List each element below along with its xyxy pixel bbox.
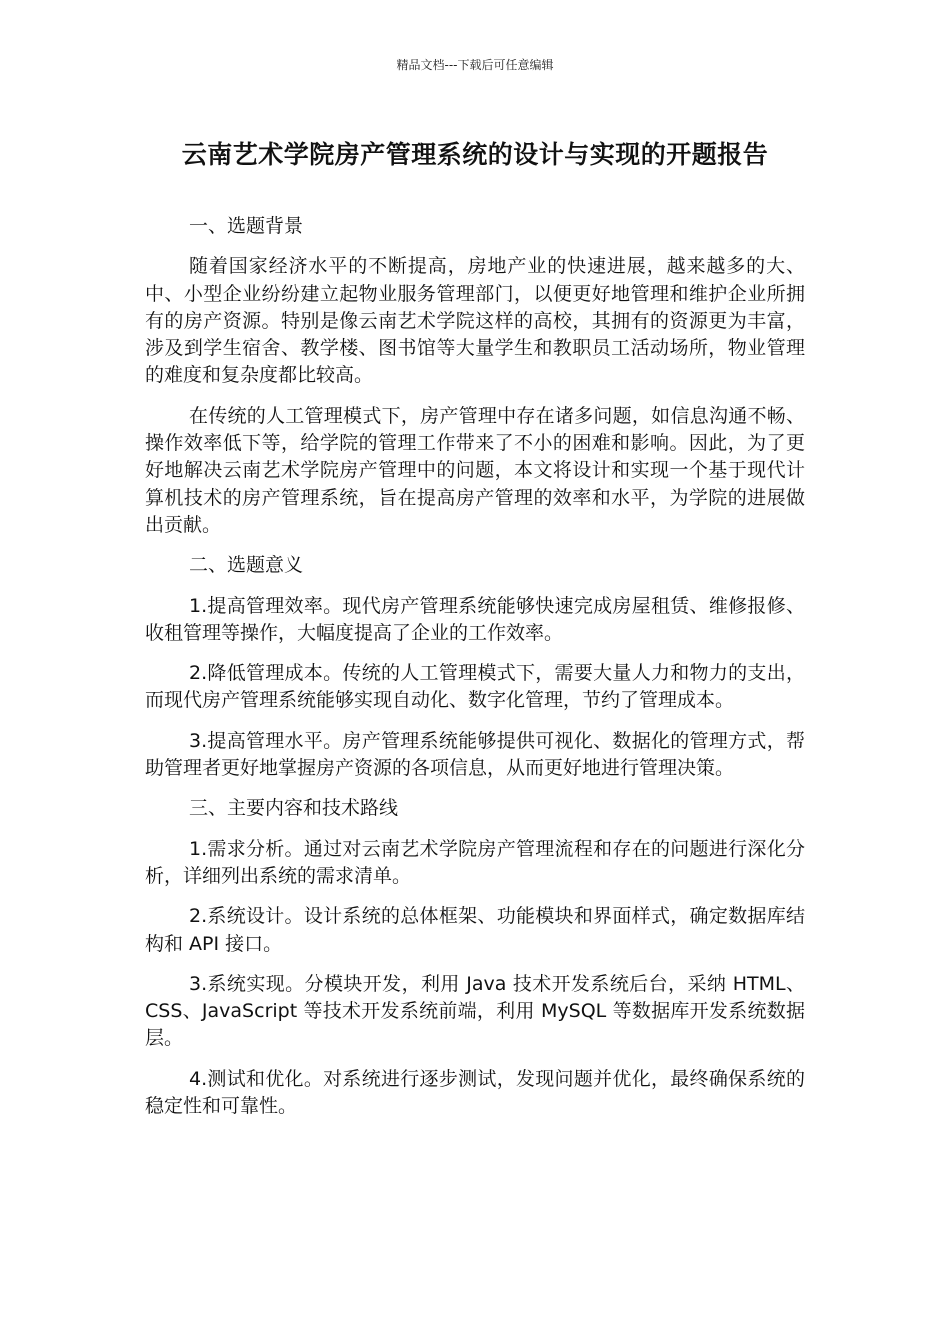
header-watermark: 精品文档---下载后可任意编辑 [396, 58, 554, 72]
paragraph-content-2: 2.系统设计。设计系统的总体框架、功能模块和界面样式，确定数据库结构和 API 接口。 [145, 905, 805, 955]
section-heading-background: 一、选题背景 [189, 215, 304, 237]
paragraph-significance-3: 3.提高管理水平。房产管理系统能够提供可视化、数据化的管理方式，帮助管理者更好地掌握房产资源的各项信息，从而更好地进行管理决策。 [145, 729, 805, 780]
section-heading-significance: 二、选题意义 [189, 554, 304, 577]
paragraph-content-4: 4.测试和优化。对系统进行逐步测试，发现问题并优化，最终确保系统的稳定性和可靠性。 [145, 1067, 805, 1118]
document-title: 云南艺术学院房产管理系统的设计与实现的开题报告 [181, 140, 769, 169]
paragraph-significance-2: 2.降低管理成本。传统的人工管理模式下，需要大量人力和物力的支出，而现代房产管理系统能够实现自动化、数字化管理，节约了管理成本。 [145, 662, 805, 712]
paragraph-background-1: 随着国家经济水平的不断提高，房地产业的快速进展，越来越多的大、中、小型企业纷纷建立起物业服务管理部门，以便更好地管理和维护企业所拥有的房产资源。特别是像云南艺术学院这样的高校，其拥有的资源更为丰富，涉及到学生宿舍、教学楼、图书馆等大量学生和教职员工活动场所，物业管理的难度和复杂度都比较高。 [145, 255, 805, 387]
paragraph-significance-1: 1.提高管理效率。现代房产管理系统能够快速完成房屋租赁、维修报修、收租管理等操作，大幅度提高了企业的工作效率。 [145, 594, 805, 644]
paragraph-content-3: 3.系统实现。分模块开发，利用 Java 技术开发系统后台，采纳 HTML、CSS、JavaScript 等技术开发系统前端，利用 MySQL 等数据库开发系统数据层。 [145, 972, 805, 1050]
paragraph-background-2: 在传统的人工管理模式下，房产管理中存在诸多问题，如信息沟通不畅、操作效率低下等，给学院的管理工作带来了不小的困难和影响。因此，为了更好地解决云南艺术学院房产管理中的问题，本文将设计和实现一个基于现代计算机技术的房产管理系统，旨在提高房产管理的效率和水平，为学院的进展做出贡献。 [145, 404, 805, 536]
section-heading-content: 三、主要内容和技术路线 [189, 797, 399, 820]
document-body [145, 213, 805, 1133]
paragraph-content-1: 1.需求分析。通过对云南艺术学院房产管理流程和存在的问题进行深化分析，详细列出系统的需求清单。 [145, 837, 805, 887]
